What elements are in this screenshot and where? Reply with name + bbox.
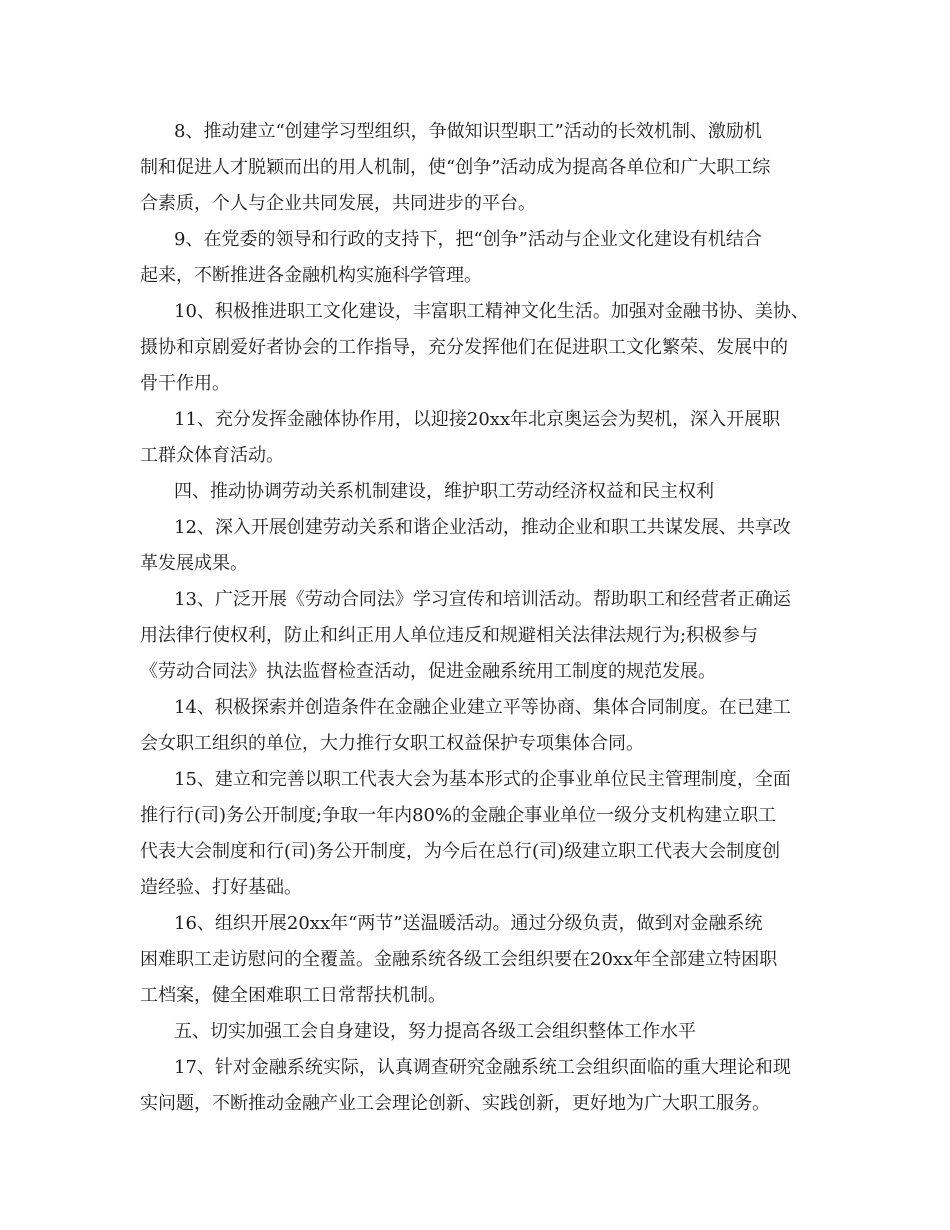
paragraph-line: 14、积极探索并创造条件在金融企业建立平等协商、集体合同制度。在已建工: [174, 697, 791, 718]
paragraph-line: 用法律行使权利，防止和纠正用人单位违反和规避相关法律法规行为;积极参与: [140, 625, 759, 646]
paragraph-line: 合素质，个人与企业共同发展，共同进步的平台。: [140, 193, 536, 214]
section-heading: 五、切实加强工会自身建设，努力提高各级工会组织整体工作水平: [174, 1021, 696, 1042]
paragraph-line: 造经验、打好基础。: [140, 877, 302, 898]
paragraph-line: 15、建立和完善以职工代表大会为基本形式的企事业单位民主管理制度，全面: [174, 769, 791, 790]
paragraph-line: 工档案，健全困难职工日常帮扶机制。: [140, 985, 446, 1006]
paragraph-line: 制和促进人才脱颖而出的用人机制，使“创争”活动成为提高各单位和广大职工综: [140, 157, 771, 178]
paragraph-line: 11、充分发挥金融体协作用，以迎接20xx年北京奥运会为契机，深入开展职: [174, 409, 781, 430]
paragraph-line: 9、在党委的领导和行政的支持下，把“创争”活动与企业文化建设有机结合: [174, 229, 762, 250]
paragraph-line: 12、深入开展创建劳动关系和谐企业活动，推动企业和职工共谋发展、共享改: [174, 517, 791, 538]
paragraph-line: 17、针对金融系统实际，认真调查研究金融系统工会组织面临的重大理论和现: [174, 1057, 791, 1078]
paragraph-line: 代表大会制度和行(司)务公开制度，为今后在总行(司)级建立职工代表大会制度创: [140, 841, 781, 862]
paragraph-line: 8、推动建立“创建学习型组织，争做知识型职工”活动的长效机制、激励机: [174, 121, 762, 142]
paragraph-line: 推行行(司)务公开制度;争取一年内80%的金融企事业单位一级分支机构建立职工: [140, 805, 777, 826]
paragraph-line: 起来，不断推进各金融机构实施科学管理。: [140, 265, 482, 286]
paragraph-line: 13、广泛开展《劳动合同法》学习宣传和培训活动。帮助职工和经营者正确运: [174, 589, 791, 610]
paragraph-line: 困难职工走访慰问的全覆盖。金融系统各级工会组织要在20xx年全部建立特困职: [140, 949, 778, 970]
paragraph-line: 工群众体育活动。: [140, 445, 284, 466]
paragraph-line: 10、积极推进职工文化建设，丰富职工精神文化生活。加强对金融书协、美协、: [174, 301, 809, 322]
paragraph-line: 16、组织开展20xx年“两节”送温暖活动。通过分级负责，做到对金融系统: [174, 913, 763, 934]
section-heading: 四、推动协调劳动关系机制建设，维护职工劳动经济权益和民主权利: [174, 481, 714, 502]
paragraph-line: 会女职工组织的单位，大力推行女职工权益保护专项集体合同。: [140, 733, 644, 754]
paragraph-line: 骨干作用。: [140, 373, 230, 394]
paragraph-line: 革发展成果。: [140, 553, 248, 574]
paragraph-line: 《劳动合同法》执法监督检查活动，促进金融系统用工制度的规范发展。: [140, 661, 716, 682]
paragraph-line: 摄协和京剧爱好者协会的工作指导，充分发挥他们在促进职工文化繁荣、发展中的: [140, 337, 788, 358]
paragraph-line: 实问题，不断推动金融产业工会理论创新、实践创新，更好地为广大职工服务。: [140, 1093, 770, 1114]
